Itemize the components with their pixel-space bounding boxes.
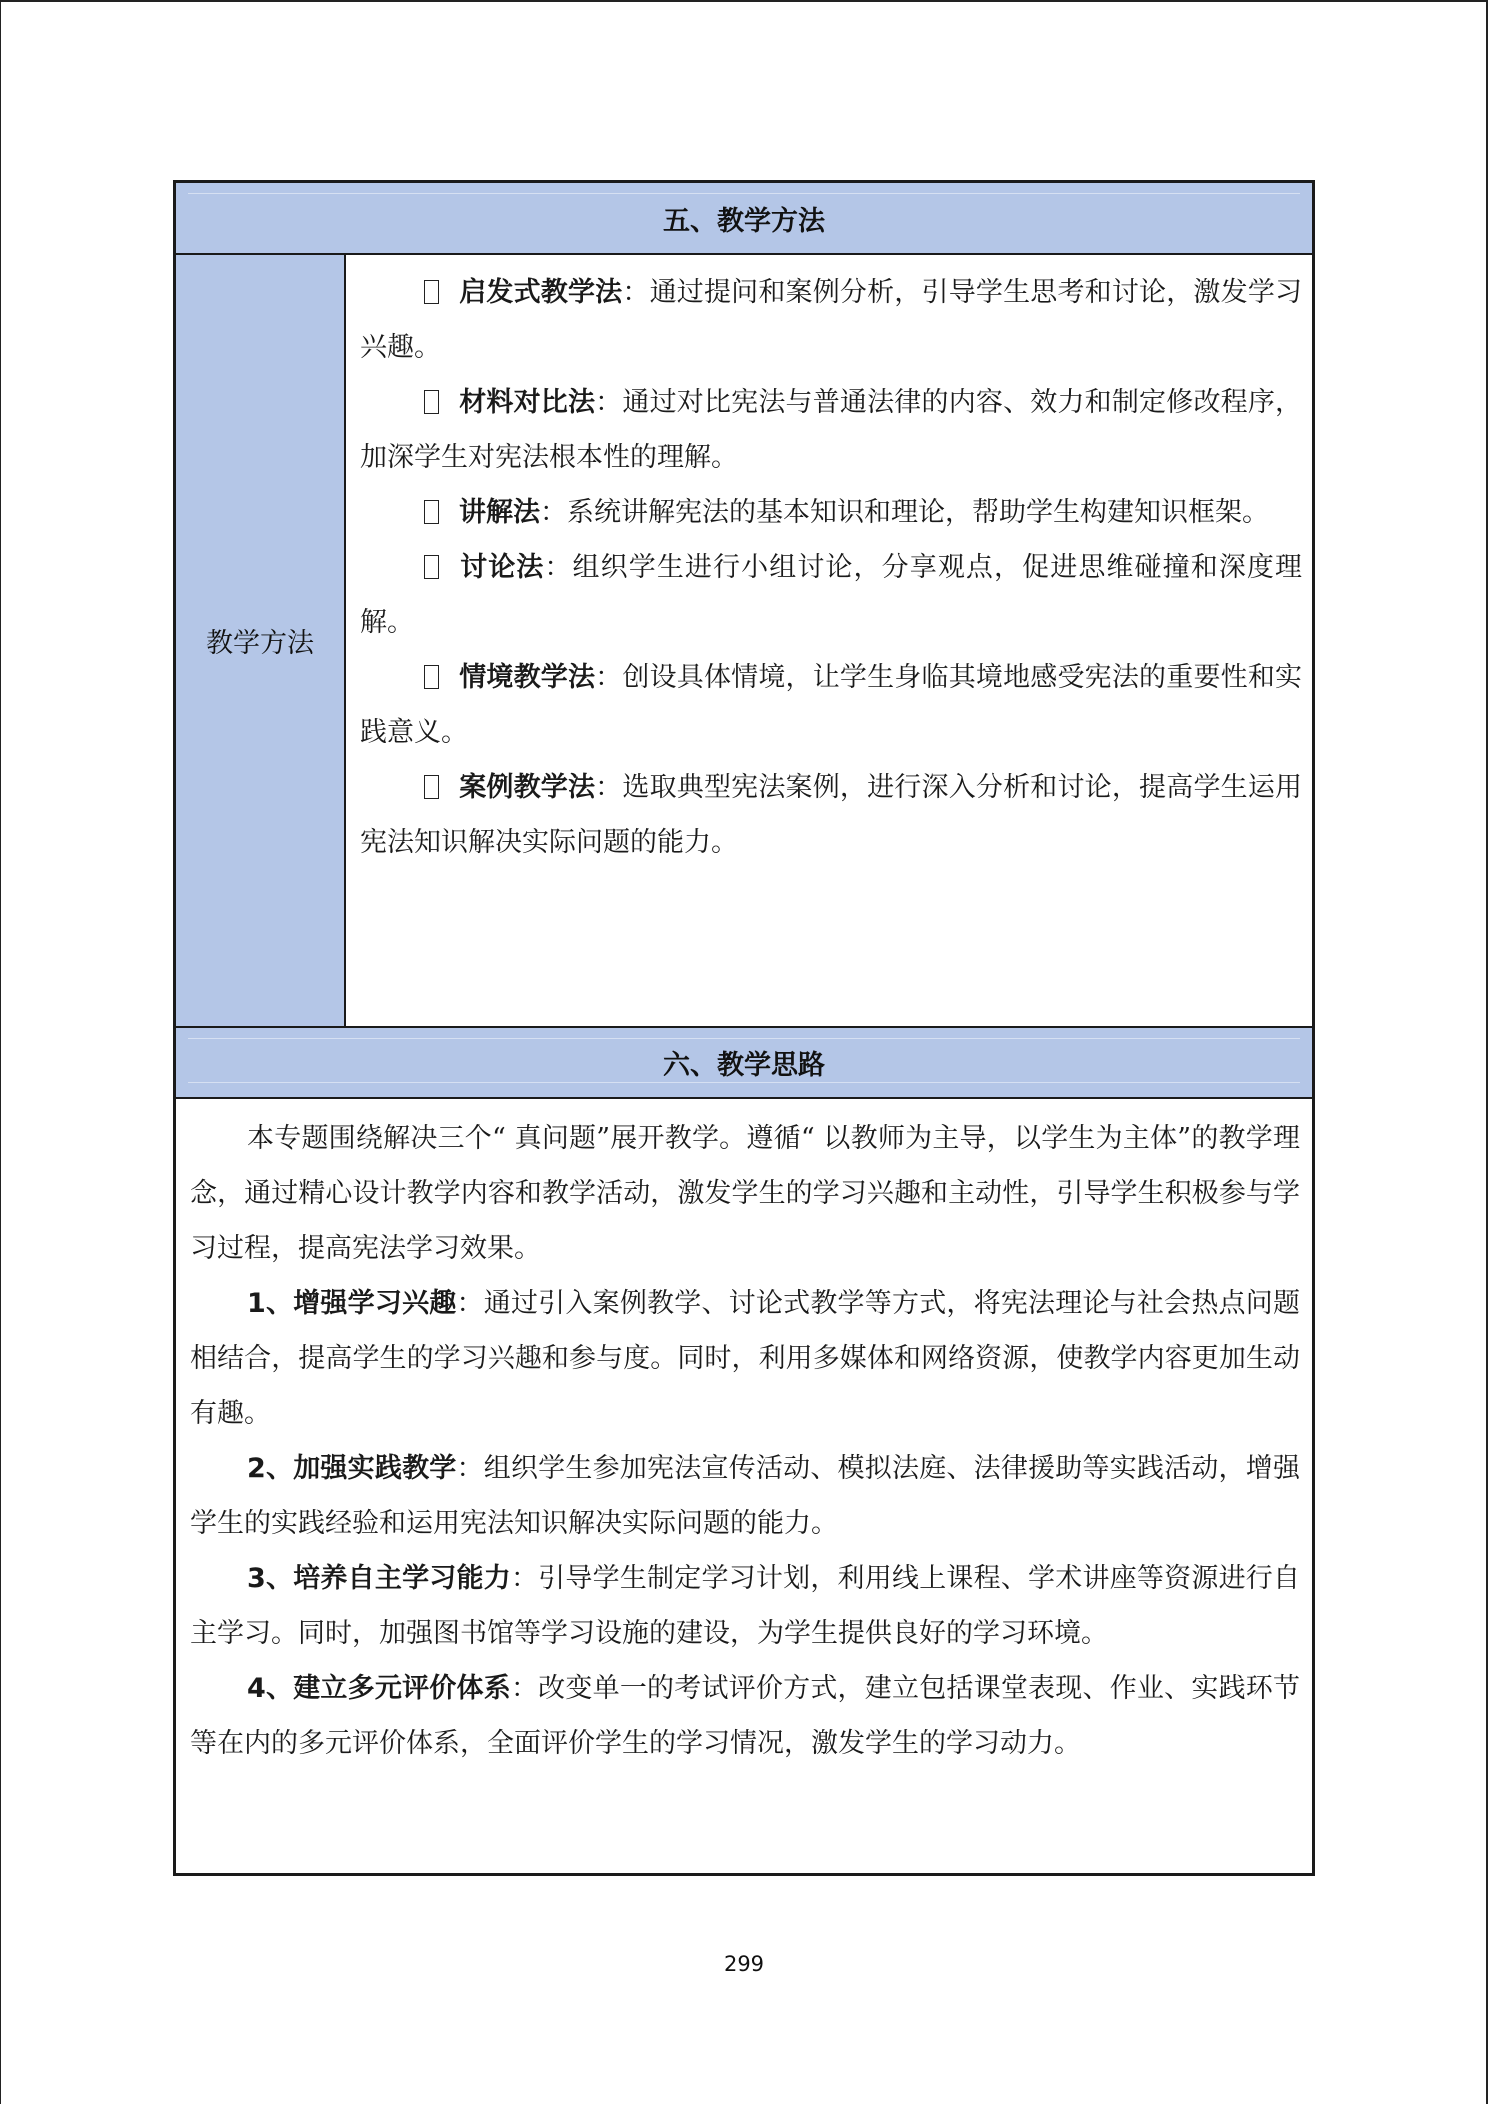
- page-number: 299: [723, 1952, 765, 1976]
- approach-point: [190, 1276, 1300, 1441]
- header-inner-line: [188, 1038, 1300, 1039]
- method-item: [360, 375, 1302, 485]
- method-description: 创设具体情境，让学生身临其境地感受宪法的重要性和实践意义。: [360, 662, 1303, 748]
- approach-point-separator: ：: [456, 1453, 484, 1484]
- header-inner-line: [188, 1082, 1300, 1083]
- approach-point: [190, 1441, 1300, 1551]
- method-separator: ：: [595, 772, 623, 803]
- square-bullet-icon: [424, 390, 439, 414]
- approach-point-separator: ：: [510, 1563, 539, 1594]
- teaching-plan-table: [173, 180, 1315, 1876]
- approach-point-title: 4、建立多元评价体系: [247, 1673, 511, 1704]
- method-item: [360, 760, 1302, 870]
- teaching-approach-body: [190, 1111, 1300, 1771]
- methods-row-label-text: 教学方法: [206, 628, 314, 659]
- approach-point-separator: ：: [510, 1673, 539, 1704]
- method-description: 选取典型宪法案例，进行深入分析和讨论，提高学生运用宪法知识解决实际问题的能力。: [360, 772, 1303, 858]
- method-name: 启发式教学法: [459, 277, 623, 308]
- section-6-title: 六、教学思路: [663, 1050, 825, 1081]
- method-separator: ：: [622, 277, 650, 308]
- square-bullet-icon: [424, 555, 439, 579]
- approach-point: [190, 1551, 1300, 1661]
- method-item: [360, 485, 1302, 540]
- square-bullet-icon: [424, 500, 439, 524]
- method-name: 案例教学法: [459, 772, 596, 803]
- approach-point-title: 2、加强实践教学: [247, 1453, 457, 1484]
- method-description: 组织学生进行小组讨论，分享观点，促进思维碰撞和深度理解。: [360, 552, 1303, 638]
- section-5-title: 五、教学方法: [663, 205, 825, 237]
- square-bullet-icon: [424, 280, 439, 304]
- square-bullet-icon: [424, 665, 439, 689]
- method-name: 讨论法: [459, 552, 545, 583]
- method-description: 通过对比宪法与普通法律的内容、效力和制定修改程序，加深学生对宪法根本性的理解。: [360, 387, 1303, 473]
- approach-point-description: 通过引入案例教学、讨论式教学等方式，将宪法理论与社会热点问题相结合，提高学生的学习兴趣和参与度。同时，利用多媒体和网络资源，使教学内容更加生动有趣。: [190, 1288, 1300, 1429]
- method-separator: ：: [595, 387, 623, 418]
- header-inner-line: [188, 193, 1300, 194]
- methods-row-label: [176, 255, 346, 1026]
- approach-point-separator: ：: [456, 1288, 484, 1319]
- method-separator: ：: [544, 552, 573, 583]
- methods-list: [360, 265, 1302, 870]
- approach-point-title: 3、培养自主学习能力: [247, 1563, 511, 1594]
- method-item: [360, 265, 1302, 375]
- method-name: 讲解法: [459, 497, 540, 528]
- approach-intro-paragraph: 本专题围绕解决三个“ 真问题”展开教学。遵循“ 以教师为主导，以学生为主体”的教学理念，通过精心设计教学内容和教学活动，激发学生的学习兴趣和主动性，引导学生积极参与学习过程，提高宪法学习效果。: [190, 1123, 1300, 1264]
- page-edge-top: [0, 0, 1488, 2]
- approach-point-description: 引导学生制定学习计划，利用线上课程、学术讲座等资源进行自主学习。同时，加强图书馆等学习设施的建设，为学生提供良好的学习环境。: [190, 1563, 1300, 1649]
- section-6-header: [176, 1026, 1312, 1099]
- square-bullet-icon: [424, 775, 439, 799]
- approach-point-title: 1、增强学习兴趣: [247, 1288, 457, 1319]
- method-item: [360, 650, 1302, 760]
- method-description: 系统讲解宪法的基本知识和理论，帮助学生构建知识框架。: [567, 497, 1269, 528]
- method-separator: ：: [595, 662, 623, 693]
- approach-point-description: 改变单一的考试评价方式，建立包括课堂表现、作业、实践环节等在内的多元评价体系，全面评价学生的学习情况，激发学生的学习动力。: [190, 1673, 1300, 1759]
- method-name: 情境教学法: [459, 662, 596, 693]
- approach-point: [190, 1661, 1300, 1771]
- method-name: 材料对比法: [459, 387, 596, 418]
- section-5-header: [176, 183, 1312, 255]
- method-item: [360, 540, 1302, 650]
- page-edge-left: [0, 0, 1, 2104]
- method-description: 通过提问和案例分析，引导学生思考和讨论，激发学习兴趣。: [360, 277, 1303, 363]
- method-separator: ：: [540, 497, 567, 528]
- approach-point-description: 组织学生参加宪法宣传活动、模拟法庭、法律援助等实践活动，增强学生的实践经验和运用宪法知识解决实际问题的能力。: [190, 1453, 1300, 1539]
